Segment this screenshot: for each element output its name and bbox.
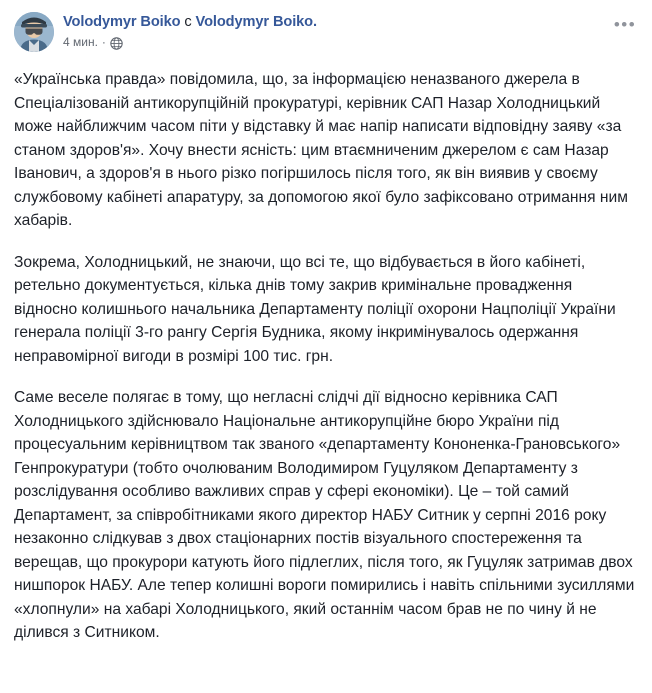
post-body — [0, 52, 652, 659]
post-meta — [63, 34, 612, 50]
post-header-text — [63, 12, 612, 50]
avatar-image — [14, 12, 54, 52]
meta-separator: · — [101, 35, 106, 49]
post-menu-button[interactable] — [612, 14, 638, 34]
ellipsis-icon: ••• — [613, 14, 637, 34]
target-name[interactable]: Volodymyr Boiko. — [195, 14, 317, 30]
post-header — [0, 0, 652, 52]
timestamp[interactable]: 4 мин. — [63, 35, 98, 49]
post-paragraph: Зокрема, Холодницький, не знаючи, що всі те, що відбувається в його кабінеті, ретельно документується, кілька днів тому закрив кримінальне провадження відносно колишнього начальника Департаменту поліції охорони Нацполіції України генерала поліції 3-го рангу Сергія Будника, якому інкримінувалось одержання неправомірної вигоди в розмірі 100 тис. грн. — [14, 253, 616, 365]
post-paragraph: «Українська правда» повідомила, що, за інформацією неназваного джерела в Спеціалізованій антикорупційній прокуратурі, керівник САП Назар Холодницький може найближчим часом піти у відставку й має напір написати відповідну заяву «за станом здоров'я». Хочу внести ясність: цим втаємниченим джерелом є сам Назар Іванович, а здоров'я в нього різко погіршилось після того, як він виявив у своєму службовому кабінеті апаратуру, за допомогою якої було зафіксовано отримання ним хабарів. — [14, 71, 628, 229]
post-title-line — [63, 13, 612, 32]
avatar[interactable] — [14, 12, 54, 52]
globe-icon[interactable] — [110, 37, 123, 50]
connector-text: с — [180, 14, 196, 30]
post-paragraph: Саме веселе полягає в тому, що негласні слідчі дії відносно керівника САП Холодницького здійснювало Національне антикорупційне бюро України під процесуальним керівництвом так званого «департаменту Кононенка-Грановського» Генпрокуратури (тобто очолюваним Володимиром Гуцуляком Департаменту з розслідування особливо важливих справ у сфері економіки). Це – той самий Департамент, за співробітниками якого директор НАБУ Ситник у серпні 2016 року незаконно слідкував з двох стаціонарних постів візуального спостереження та верещав, що прокурори катують його підлеглих, після того, як Гуцуляк затримав двох нишпорок НАБУ. Але тепер колишні вороги помирились і навіть спільними зусиллями «хлопнули» на хабарі Холодницького, який останнім часом брав не по чину й не ділився з Ситником. — [14, 389, 635, 641]
author-name[interactable]: Volodymyr Boiko — [63, 14, 181, 30]
